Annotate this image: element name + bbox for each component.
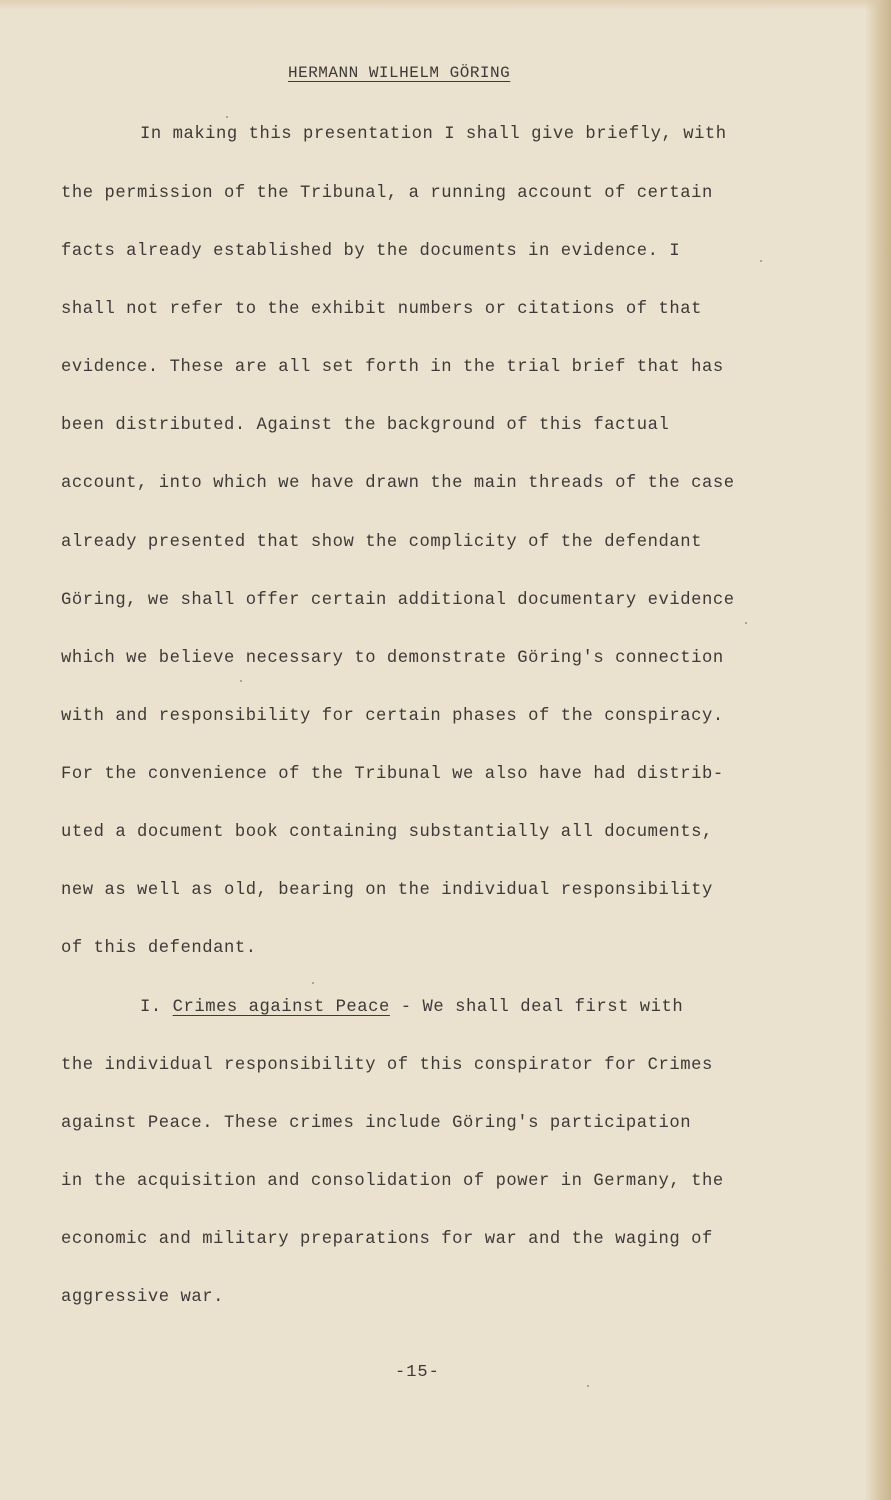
- paragraph-line: In making this presentation I shall give briefly, with: [140, 125, 727, 144]
- paragraph-line: Göring, we shall offer certain additional documentary evidence: [61, 591, 735, 610]
- paper-speck: [312, 982, 314, 984]
- paragraph-line: shall not refer to the exhibit numbers or citations of that: [61, 300, 702, 319]
- paragraph-line: For the convenience of the Tribunal we also have had distrib-: [61, 765, 724, 784]
- paragraph-line: against Peace. These crimes include Göring's participation: [61, 1114, 692, 1133]
- paragraph-line: already presented that show the complicity of the defendant: [61, 533, 702, 552]
- section-title: Crimes against Peace: [172, 998, 390, 1017]
- page-header: HERMANN WILHELM GÖRING: [288, 64, 511, 82]
- paragraph-line: new as well as old, bearing on the individual responsibility: [61, 881, 713, 900]
- section-heading-line: [140, 997, 683, 1019]
- page-right-edge: [865, 0, 891, 1500]
- paper-speck: [587, 1385, 589, 1387]
- page-top-edge: [0, 0, 891, 10]
- paper-speck: [760, 260, 762, 262]
- paragraph-line: uted a document book containing substantially all documents,: [61, 823, 713, 842]
- section-lead: - We shall deal first with: [400, 998, 684, 1017]
- paragraph-line: the individual responsibility of this conspirator for Crimes: [61, 1056, 713, 1075]
- paragraph-line: account, into which we have drawn the main threads of the case: [61, 474, 735, 493]
- page-number: -15-: [395, 1363, 440, 1382]
- paragraph-line: evidence. These are all set forth in the trial brief that has: [61, 358, 724, 377]
- paper-speck: [226, 116, 228, 118]
- paragraph-line: been distributed. Against the background of this factual: [61, 416, 670, 435]
- section-number: I.: [140, 998, 162, 1017]
- paper-speck: [240, 680, 242, 682]
- paragraph-line: with and responsibility for certain phases of the conspiracy.: [61, 707, 724, 726]
- paper-speck: [745, 622, 747, 624]
- paragraph-line: of this defendant.: [61, 939, 257, 958]
- paragraph-line: which we believe necessary to demonstrate Göring's connection: [61, 649, 724, 668]
- paragraph-line: economic and military preparations for war and the waging of: [61, 1230, 713, 1249]
- paragraph-line: in the acquisition and consolidation of power in Germany, the: [61, 1172, 724, 1191]
- paragraph-line: facts already established by the documents in evidence. I: [61, 242, 681, 261]
- paragraph-line: the permission of the Tribunal, a running account of certain: [61, 184, 713, 203]
- paragraph-line: aggressive war.: [61, 1288, 224, 1307]
